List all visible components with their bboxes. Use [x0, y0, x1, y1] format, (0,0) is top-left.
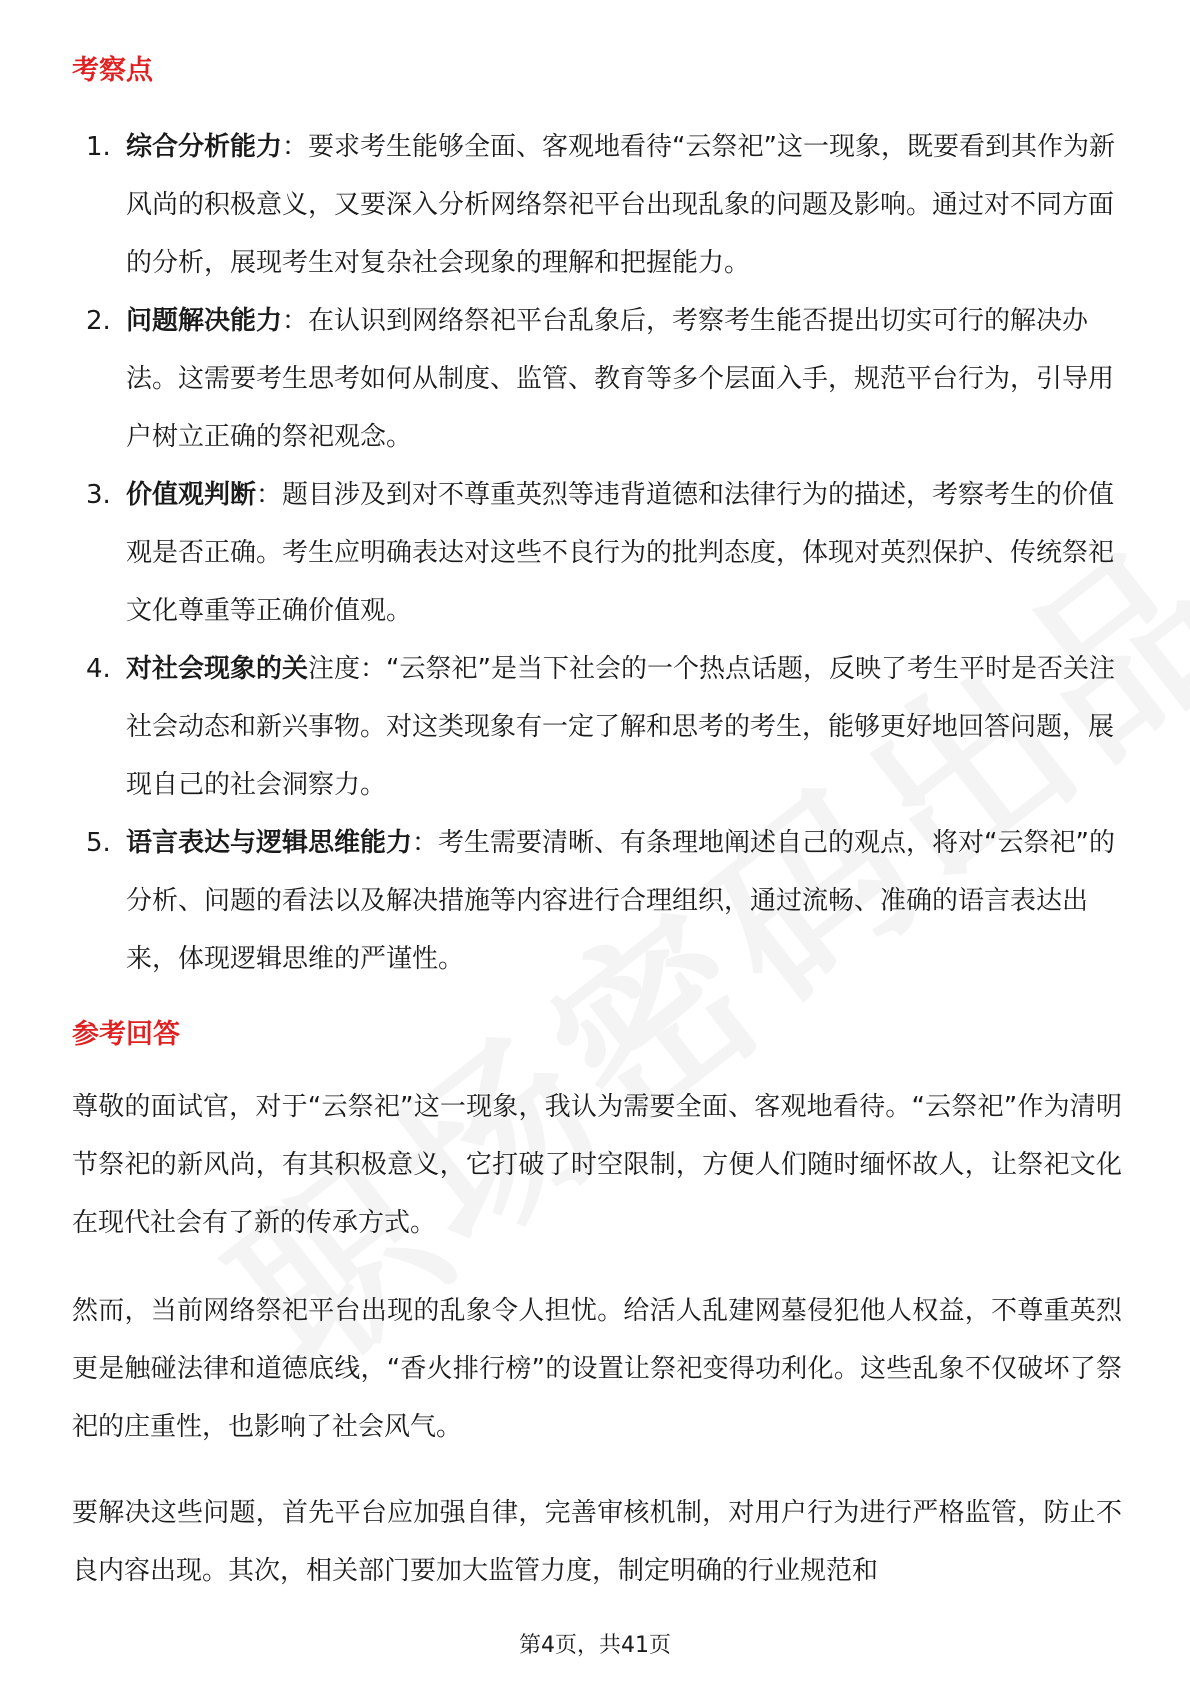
list-number: 2. [86, 306, 111, 336]
answer-paragraph-3: 要解决这些问题，首先平台应加强自律，完善审核机制，对用户行为进行严格监管，防止不良内容出现。其次，相关部门要加大监管力度，制定明确的行业规范和 [72, 1498, 1122, 1586]
point-term: 价值观判断 [126, 480, 257, 510]
list-item [0, 292, 1190, 466]
list-number: 5. [86, 828, 111, 858]
list-item [0, 640, 1190, 814]
point-term: 对社会现象的关 [126, 654, 309, 684]
point-text: ：题目涉及到对不尊重英烈等违背道德和法律行为的描述，考察考生的价值观是否正确。考生应明确表达对这些不良行为的批判态度，体现对英烈保护、传统祭祀文化尊重等正确价值观。 [126, 480, 1115, 626]
point-term: 语言表达与逻辑思维能力 [126, 828, 413, 858]
list-number: 4. [86, 654, 111, 684]
point-term: 问题解决能力 [126, 306, 283, 336]
points-heading: 考察点 [72, 55, 153, 86]
point-text: ：要求考生能够全面、客观地看待“云祭祀”这一现象，既要看到其作为新风尚的积极意义，又要深入分析网络祭祀平台出现乱象的问题及影响。通过对不同方面的分析，展现考生对复杂社会现象的理解和把握能力。 [126, 132, 1115, 278]
answer-heading: 参考回答 [72, 1019, 180, 1050]
point-term: 综合分析能力 [126, 132, 283, 162]
list-item [0, 814, 1190, 988]
point-text: 注度：“云祭祀”是当下社会的一个热点话题，反映了考生平时是否关注社会动态和新兴事物。对这类现象有一定了解和思考的考生，能够更好地回答问题，展现自己的社会洞察力。 [126, 654, 1115, 800]
point-text: ：考生需要清晰、有条理地阐述自己的观点，将对“云祭祀”的分析、问题的看法以及解决措施等内容进行合理组织，通过流畅、准确的语言表达出来，体现逻辑思维的严谨性。 [126, 828, 1115, 974]
points-list [0, 118, 1190, 988]
answer-paragraph-2: 然而，当前网络祭祀平台出现的乱象令人担忧。给活人乱建网墓侵犯他人权益，不尊重英烈更是触碰法律和道德底线，“香火排行榜”的设置让祭祀变得功利化。这些乱象不仅破坏了祭祀的庄重性，也影响了社会风气。 [72, 1296, 1122, 1442]
page-number: 第4页，共41页 [519, 1633, 671, 1658]
list-item [0, 466, 1190, 640]
answer-paragraph-1: 尊敬的面试官，对于“云祭祀”这一现象，我认为需要全面、客观地看待。“云祭祀”作为清明节祭祀的新风尚，有其积极意义，它打破了时空限制，方便人们随时缅怀故人，让祭祀文化在现代社会有了新的传承方式。 [72, 1092, 1122, 1238]
list-item [0, 118, 1190, 292]
list-number: 3. [86, 480, 111, 510]
point-text: ：在认识到网络祭祀平台乱象后，考察考生能否提出切实可行的解决办法。这需要考生思考如何从制度、监管、教育等多个层面入手，规范平台行为，引导用户树立正确的祭祀观念。 [126, 306, 1115, 452]
list-number: 1. [86, 132, 111, 162]
